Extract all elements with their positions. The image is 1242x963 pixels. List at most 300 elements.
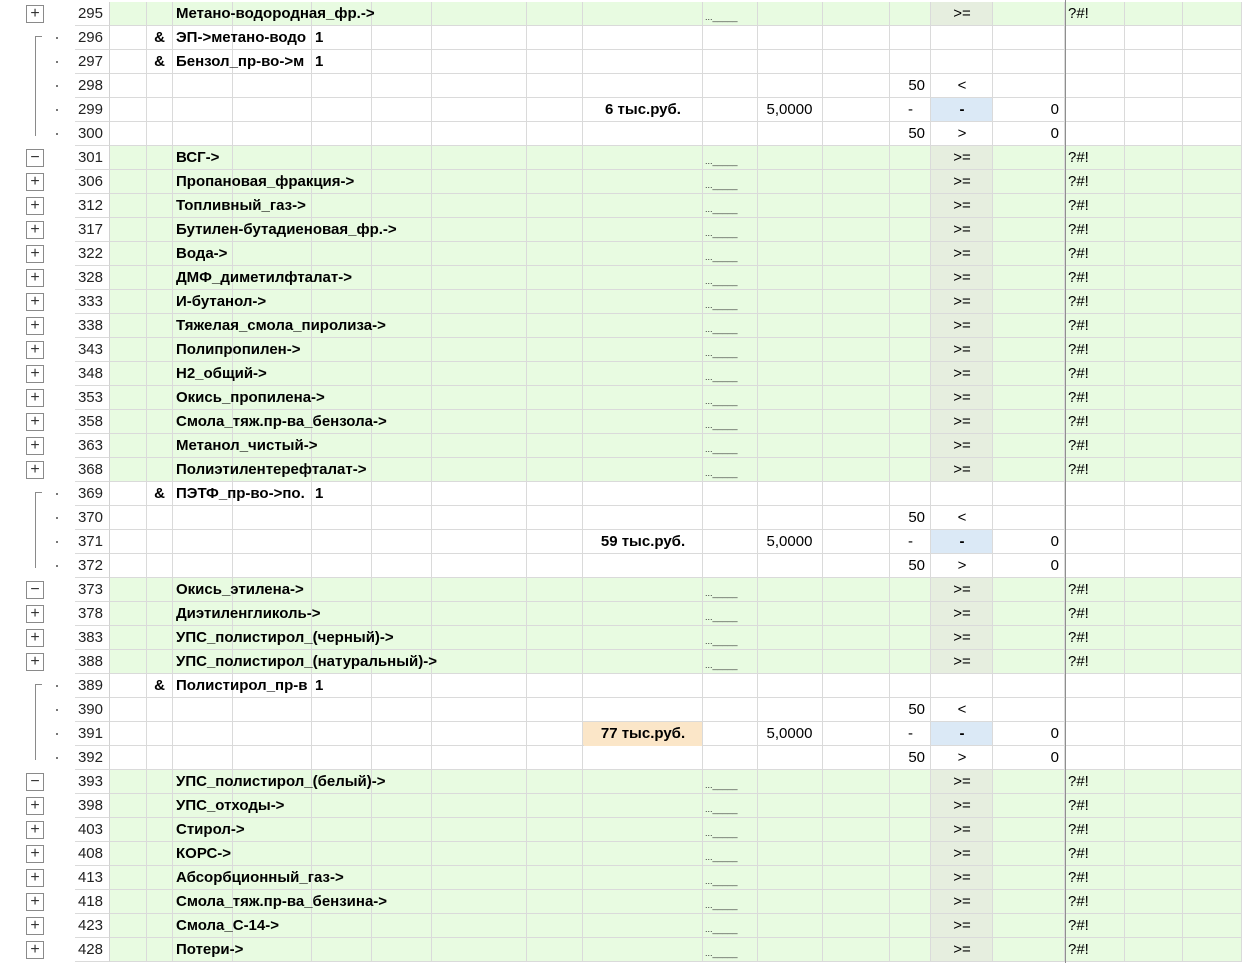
grid-cell[interactable] — [758, 794, 823, 818]
grid-cell[interactable] — [823, 386, 890, 410]
grid-cell[interactable] — [312, 554, 372, 578]
operator-cell[interactable]: >= — [953, 245, 971, 262]
grid-cell[interactable] — [823, 650, 890, 674]
grid-cell[interactable] — [312, 362, 372, 386]
grid-cell[interactable] — [432, 914, 527, 938]
operator-cell[interactable]: >= — [953, 5, 971, 22]
grid-cell[interactable] — [890, 290, 931, 314]
grid-cell[interactable] — [890, 50, 931, 74]
item-label[interactable]: Потери-> — [176, 941, 244, 958]
grid-cell[interactable] — [758, 818, 823, 842]
ampersand-cell[interactable]: & — [147, 674, 173, 698]
grid-cell[interactable] — [993, 626, 1065, 650]
grid-cell[interactable] — [147, 266, 173, 290]
grid-cell[interactable] — [931, 482, 993, 506]
grid-cell[interactable] — [173, 554, 233, 578]
grid-cell[interactable] — [1125, 674, 1183, 698]
error-cell[interactable]: ?#! — [1068, 797, 1089, 814]
dash-cell[interactable]: - — [908, 533, 913, 550]
operator-cell[interactable]: >= — [953, 893, 971, 910]
item-label[interactable]: Пропановая_фракция-> — [176, 173, 355, 190]
grid-cell[interactable] — [823, 554, 890, 578]
grid-cell[interactable] — [372, 194, 432, 218]
row-number[interactable]: 393 — [75, 770, 110, 794]
operator-cell[interactable]: >= — [953, 413, 971, 430]
error-cell[interactable]: ?#! — [1068, 317, 1089, 334]
ampersand-cell[interactable]: & — [147, 26, 173, 50]
grid-cell[interactable] — [703, 722, 758, 746]
row-number[interactable]: 383 — [75, 626, 110, 650]
grid-cell[interactable] — [233, 554, 312, 578]
grid-cell[interactable] — [1065, 746, 1125, 770]
row-number[interactable]: 391 — [75, 722, 110, 746]
grid-cell[interactable] — [372, 914, 432, 938]
row-number[interactable]: 398 — [75, 794, 110, 818]
grid-cell[interactable] — [890, 818, 931, 842]
result-value[interactable]: 0 — [1050, 125, 1059, 142]
grid-cell[interactable] — [890, 890, 931, 914]
item-label[interactable]: Смола_тяж.пр-ва_бензола-> — [176, 413, 387, 430]
grid-cell[interactable] — [432, 530, 527, 554]
grid-cell[interactable] — [703, 122, 758, 146]
grid-cell[interactable] — [823, 2, 890, 26]
grid-cell[interactable] — [173, 746, 233, 770]
grid-cell[interactable] — [110, 530, 147, 554]
grid-cell[interactable] — [1183, 506, 1242, 530]
cost-value[interactable]: 6 тыс.руб. — [605, 101, 681, 118]
grid-cell[interactable] — [890, 482, 931, 506]
grid-cell[interactable] — [583, 650, 703, 674]
grid-cell[interactable] — [1125, 434, 1183, 458]
grid-cell[interactable] — [147, 938, 173, 962]
grid-cell[interactable] — [890, 314, 931, 338]
grid-cell[interactable] — [823, 722, 890, 746]
grid-cell[interactable] — [110, 602, 147, 626]
grid-cell[interactable] — [1183, 578, 1242, 602]
grid-cell[interactable] — [583, 674, 703, 698]
grid-cell[interactable] — [372, 506, 432, 530]
grid-cell[interactable] — [432, 314, 527, 338]
grid-cell[interactable] — [147, 386, 173, 410]
grid-cell[interactable] — [993, 818, 1065, 842]
expand-group-icon[interactable]: + — [26, 437, 44, 455]
grid-cell[interactable] — [1183, 26, 1242, 50]
grid-cell[interactable] — [432, 698, 527, 722]
grid-cell[interactable] — [758, 362, 823, 386]
grid-cell[interactable] — [758, 314, 823, 338]
grid-cell[interactable] — [110, 866, 147, 890]
grid-cell[interactable] — [823, 290, 890, 314]
result-value[interactable]: 0 — [1050, 749, 1059, 766]
expand-group-icon[interactable]: + — [26, 5, 44, 23]
grid-cell[interactable] — [823, 146, 890, 170]
grid-cell[interactable] — [993, 242, 1065, 266]
expand-group-icon[interactable]: + — [26, 389, 44, 407]
grid-cell[interactable] — [583, 2, 703, 26]
item-label[interactable]: Метано-водородная_фр.-> — [176, 5, 375, 22]
grid-cell[interactable] — [432, 98, 527, 122]
grid-cell[interactable] — [993, 890, 1065, 914]
grid-cell[interactable] — [147, 554, 173, 578]
grid-cell[interactable] — [432, 410, 527, 434]
grid-cell[interactable] — [583, 458, 703, 482]
grid-cell[interactable] — [432, 554, 527, 578]
grid-cell[interactable] — [110, 218, 147, 242]
grid-cell[interactable] — [993, 842, 1065, 866]
grid-cell[interactable] — [823, 194, 890, 218]
grid-cell[interactable] — [993, 866, 1065, 890]
grid-cell[interactable] — [110, 314, 147, 338]
grid-cell[interactable] — [1183, 938, 1242, 962]
operator-cell[interactable]: >= — [953, 293, 971, 310]
grid-cell[interactable] — [1183, 530, 1242, 554]
grid-cell[interactable] — [372, 722, 432, 746]
grid-cell[interactable] — [1125, 866, 1183, 890]
grid-cell[interactable] — [527, 746, 583, 770]
grid-cell[interactable] — [890, 218, 931, 242]
collapse-group-icon[interactable]: − — [26, 149, 44, 167]
grid-cell[interactable] — [372, 122, 432, 146]
grid-cell[interactable] — [823, 314, 890, 338]
grid-cell[interactable] — [993, 362, 1065, 386]
grid-cell[interactable] — [1183, 146, 1242, 170]
grid-cell[interactable] — [1183, 770, 1242, 794]
grid-cell[interactable] — [1065, 554, 1125, 578]
grid-cell[interactable] — [583, 746, 703, 770]
grid-cell[interactable] — [527, 722, 583, 746]
grid-cell[interactable] — [890, 2, 931, 26]
grid-cell[interactable] — [233, 98, 312, 122]
grid-cell[interactable] — [527, 626, 583, 650]
grid-cell[interactable] — [372, 74, 432, 98]
grid-cell[interactable] — [703, 530, 758, 554]
grid-cell[interactable] — [432, 434, 527, 458]
grid-cell[interactable] — [432, 26, 527, 50]
grid-cell[interactable] — [110, 554, 147, 578]
grid-cell[interactable] — [993, 194, 1065, 218]
grid-cell[interactable] — [703, 506, 758, 530]
grid-cell[interactable] — [173, 506, 233, 530]
grid-cell[interactable] — [432, 74, 527, 98]
expand-group-icon[interactable]: + — [26, 869, 44, 887]
grid-cell[interactable] — [147, 74, 173, 98]
row-number[interactable]: 300 — [75, 122, 110, 146]
grid-cell[interactable] — [1125, 890, 1183, 914]
expand-group-icon[interactable]: + — [26, 221, 44, 239]
grid-cell[interactable] — [147, 890, 173, 914]
item-label[interactable]: Стирол-> — [176, 821, 245, 838]
grid-cell[interactable] — [758, 50, 823, 74]
grid-cell[interactable] — [110, 506, 147, 530]
expand-group-icon[interactable]: + — [26, 317, 44, 335]
grid-cell[interactable] — [432, 338, 527, 362]
grid-cell[interactable] — [1183, 386, 1242, 410]
grid-cell[interactable] — [527, 698, 583, 722]
operator-cell[interactable]: >= — [953, 365, 971, 382]
grid-cell[interactable] — [823, 218, 890, 242]
grid-cell[interactable] — [312, 98, 372, 122]
item-label[interactable]: УПС_полистирол_(натуральный)-> — [176, 653, 437, 670]
item-label[interactable]: УПС_полистирол_(белый)-> — [176, 773, 386, 790]
error-cell[interactable]: ?#! — [1068, 5, 1089, 22]
grid-cell[interactable] — [312, 722, 372, 746]
grid-cell[interactable] — [1125, 2, 1183, 26]
grid-cell[interactable] — [110, 746, 147, 770]
operator-cell[interactable]: >= — [953, 269, 971, 286]
expand-group-icon[interactable]: + — [26, 173, 44, 191]
result-value[interactable]: 0 — [1050, 533, 1059, 550]
grid-cell[interactable] — [583, 482, 703, 506]
error-cell[interactable]: ?#! — [1068, 653, 1089, 670]
grid-cell[interactable] — [1125, 650, 1183, 674]
grid-cell[interactable] — [993, 794, 1065, 818]
grid-cell[interactable] — [147, 314, 173, 338]
grid-cell[interactable] — [147, 458, 173, 482]
operator-cell[interactable]: >= — [953, 797, 971, 814]
grid-cell[interactable] — [758, 74, 823, 98]
grid-cell[interactable] — [432, 938, 527, 962]
grid-cell[interactable] — [758, 290, 823, 314]
grid-cell[interactable] — [1125, 266, 1183, 290]
grid-cell[interactable] — [110, 626, 147, 650]
grid-cell[interactable] — [432, 578, 527, 602]
grid-cell[interactable] — [110, 170, 147, 194]
operator-cell[interactable]: >= — [953, 317, 971, 334]
expand-group-icon[interactable]: + — [26, 605, 44, 623]
error-cell[interactable]: ?#! — [1068, 869, 1089, 886]
grid-cell[interactable] — [823, 938, 890, 962]
grid-cell[interactable] — [372, 338, 432, 362]
grid-cell[interactable] — [823, 794, 890, 818]
grid-cell[interactable] — [583, 578, 703, 602]
grid-cell[interactable] — [1183, 98, 1242, 122]
grid-cell[interactable] — [527, 74, 583, 98]
error-cell[interactable]: ?#! — [1068, 413, 1089, 430]
item-label[interactable]: Окись_пропилена-> — [176, 389, 325, 406]
grid-cell[interactable] — [1183, 794, 1242, 818]
grid-cell[interactable] — [372, 602, 432, 626]
dash-cell[interactable]: - — [959, 533, 965, 550]
expand-group-icon[interactable]: + — [26, 845, 44, 863]
grid-cell[interactable] — [527, 434, 583, 458]
grid-cell[interactable] — [758, 458, 823, 482]
grid-cell[interactable] — [890, 194, 931, 218]
grid-cell[interactable] — [823, 842, 890, 866]
grid-cell[interactable] — [173, 530, 233, 554]
grid-cell[interactable] — [432, 386, 527, 410]
grid-cell[interactable] — [1065, 698, 1125, 722]
grid-cell[interactable] — [173, 74, 233, 98]
expand-group-icon[interactable]: + — [26, 629, 44, 647]
grid-cell[interactable] — [147, 770, 173, 794]
row-number[interactable]: 312 — [75, 194, 110, 218]
grid-cell[interactable] — [233, 698, 312, 722]
operator-cell[interactable]: > — [957, 557, 967, 574]
grid-cell[interactable] — [1183, 866, 1242, 890]
error-cell[interactable]: ?#! — [1068, 893, 1089, 910]
grid-cell[interactable] — [110, 674, 147, 698]
grid-cell[interactable] — [147, 410, 173, 434]
row-number[interactable]: 299 — [75, 98, 110, 122]
grid-cell[interactable] — [583, 122, 703, 146]
grid-cell[interactable] — [110, 2, 147, 26]
grid-cell[interactable] — [372, 434, 432, 458]
expand-group-icon[interactable]: + — [26, 245, 44, 263]
row-number[interactable]: 296 — [75, 26, 110, 50]
grid-cell[interactable] — [432, 626, 527, 650]
grid-cell[interactable] — [1125, 554, 1183, 578]
value-one[interactable]: 1 — [315, 53, 324, 70]
grid-cell[interactable] — [372, 50, 432, 74]
result-value[interactable]: 0 — [1050, 101, 1059, 118]
grid-cell[interactable] — [432, 218, 527, 242]
grid-cell[interactable] — [758, 2, 823, 26]
grid-cell[interactable] — [583, 194, 703, 218]
grid-cell[interactable] — [312, 914, 372, 938]
grid-cell[interactable] — [1125, 410, 1183, 434]
item-label[interactable]: УПС_отходы-> — [176, 797, 285, 814]
bound-value[interactable]: 50 — [908, 749, 925, 766]
grid-cell[interactable] — [993, 698, 1065, 722]
grid-cell[interactable] — [312, 530, 372, 554]
expand-group-icon[interactable]: + — [26, 269, 44, 287]
grid-cell[interactable] — [1125, 722, 1183, 746]
grid-cell[interactable] — [372, 698, 432, 722]
bound-value[interactable]: 50 — [908, 509, 925, 526]
grid-cell[interactable] — [758, 170, 823, 194]
grid-cell[interactable] — [432, 290, 527, 314]
grid-cell[interactable] — [758, 866, 823, 890]
operator-cell[interactable]: >= — [953, 221, 971, 238]
grid-cell[interactable] — [758, 770, 823, 794]
grid-cell[interactable] — [758, 194, 823, 218]
grid-cell[interactable] — [527, 338, 583, 362]
grid-cell[interactable] — [931, 674, 993, 698]
grid-cell[interactable] — [147, 170, 173, 194]
grid-cell[interactable] — [527, 122, 583, 146]
coefficient-value[interactable]: 5,0000 — [766, 533, 813, 550]
error-cell[interactable]: ?#! — [1068, 605, 1089, 622]
row-number[interactable]: 372 — [75, 554, 110, 578]
grid-cell[interactable] — [1125, 194, 1183, 218]
grid-cell[interactable] — [1183, 218, 1242, 242]
grid-cell[interactable] — [993, 458, 1065, 482]
grid-cell[interactable] — [312, 842, 372, 866]
grid-cell[interactable] — [432, 842, 527, 866]
expand-group-icon[interactable]: + — [26, 941, 44, 959]
grid-cell[interactable] — [1183, 314, 1242, 338]
grid-cell[interactable] — [993, 938, 1065, 962]
grid-cell[interactable] — [823, 626, 890, 650]
ampersand-cell[interactable]: & — [147, 50, 173, 74]
error-cell[interactable]: ?#! — [1068, 173, 1089, 190]
grid-cell[interactable] — [312, 818, 372, 842]
grid-cell[interactable] — [823, 674, 890, 698]
grid-cell[interactable] — [1125, 794, 1183, 818]
bound-value[interactable]: 50 — [908, 557, 925, 574]
grid-cell[interactable] — [583, 818, 703, 842]
row-number[interactable]: 413 — [75, 866, 110, 890]
grid-cell[interactable] — [890, 602, 931, 626]
grid-cell[interactable] — [823, 698, 890, 722]
grid-cell[interactable] — [993, 914, 1065, 938]
operator-cell[interactable]: >= — [953, 461, 971, 478]
grid-cell[interactable] — [372, 746, 432, 770]
grid-cell[interactable] — [890, 434, 931, 458]
grid-cell[interactable] — [110, 146, 147, 170]
grid-cell[interactable] — [583, 842, 703, 866]
dash-cell[interactable]: - — [908, 725, 913, 742]
operator-cell[interactable]: >= — [953, 437, 971, 454]
grid-cell[interactable] — [527, 866, 583, 890]
grid-cell[interactable] — [312, 122, 372, 146]
row-number[interactable]: 371 — [75, 530, 110, 554]
grid-cell[interactable] — [1065, 98, 1125, 122]
grid-cell[interactable] — [432, 506, 527, 530]
item-label[interactable]: КОРС-> — [176, 845, 232, 862]
grid-cell[interactable] — [1183, 626, 1242, 650]
grid-cell[interactable] — [372, 458, 432, 482]
grid-cell[interactable] — [703, 698, 758, 722]
grid-cell[interactable] — [147, 506, 173, 530]
grid-cell[interactable] — [890, 578, 931, 602]
grid-cell[interactable] — [527, 650, 583, 674]
item-label[interactable]: Тяжелая_смола_пиролиза-> — [176, 317, 386, 334]
grid-cell[interactable] — [1183, 674, 1242, 698]
grid-cell[interactable] — [993, 266, 1065, 290]
grid-cell[interactable] — [758, 626, 823, 650]
grid-cell[interactable] — [890, 626, 931, 650]
collapse-group-icon[interactable]: − — [26, 773, 44, 791]
grid-cell[interactable] — [993, 578, 1065, 602]
grid-cell[interactable] — [527, 914, 583, 938]
grid-cell[interactable] — [758, 602, 823, 626]
grid-cell[interactable] — [583, 338, 703, 362]
grid-cell[interactable] — [1183, 170, 1242, 194]
grid-cell[interactable] — [312, 194, 372, 218]
grid-cell[interactable] — [147, 818, 173, 842]
grid-cell[interactable] — [372, 794, 432, 818]
grid-cell[interactable] — [1183, 434, 1242, 458]
grid-cell[interactable] — [823, 458, 890, 482]
operator-cell[interactable]: >= — [953, 845, 971, 862]
grid-cell[interactable] — [372, 938, 432, 962]
grid-cell[interactable] — [527, 506, 583, 530]
error-cell[interactable]: ?#! — [1068, 245, 1089, 262]
grid-cell[interactable] — [432, 674, 527, 698]
grid-cell[interactable] — [147, 722, 173, 746]
grid-cell[interactable] — [147, 218, 173, 242]
grid-cell[interactable] — [993, 50, 1065, 74]
grid-cell[interactable] — [890, 770, 931, 794]
grid-cell[interactable] — [312, 578, 372, 602]
operator-cell[interactable]: >= — [953, 941, 971, 958]
grid-cell[interactable] — [583, 290, 703, 314]
expand-group-icon[interactable]: + — [26, 797, 44, 815]
grid-cell[interactable] — [147, 530, 173, 554]
grid-cell[interactable] — [110, 194, 147, 218]
grid-cell[interactable] — [233, 842, 312, 866]
grid-cell[interactable] — [1183, 818, 1242, 842]
row-number[interactable]: 418 — [75, 890, 110, 914]
bound-value[interactable]: 50 — [908, 701, 925, 718]
grid-cell[interactable] — [1125, 530, 1183, 554]
grid-cell[interactable] — [703, 50, 758, 74]
grid-cell[interactable] — [527, 482, 583, 506]
grid-cell[interactable] — [147, 122, 173, 146]
grid-cell[interactable] — [110, 74, 147, 98]
grid-cell[interactable] — [1125, 98, 1183, 122]
